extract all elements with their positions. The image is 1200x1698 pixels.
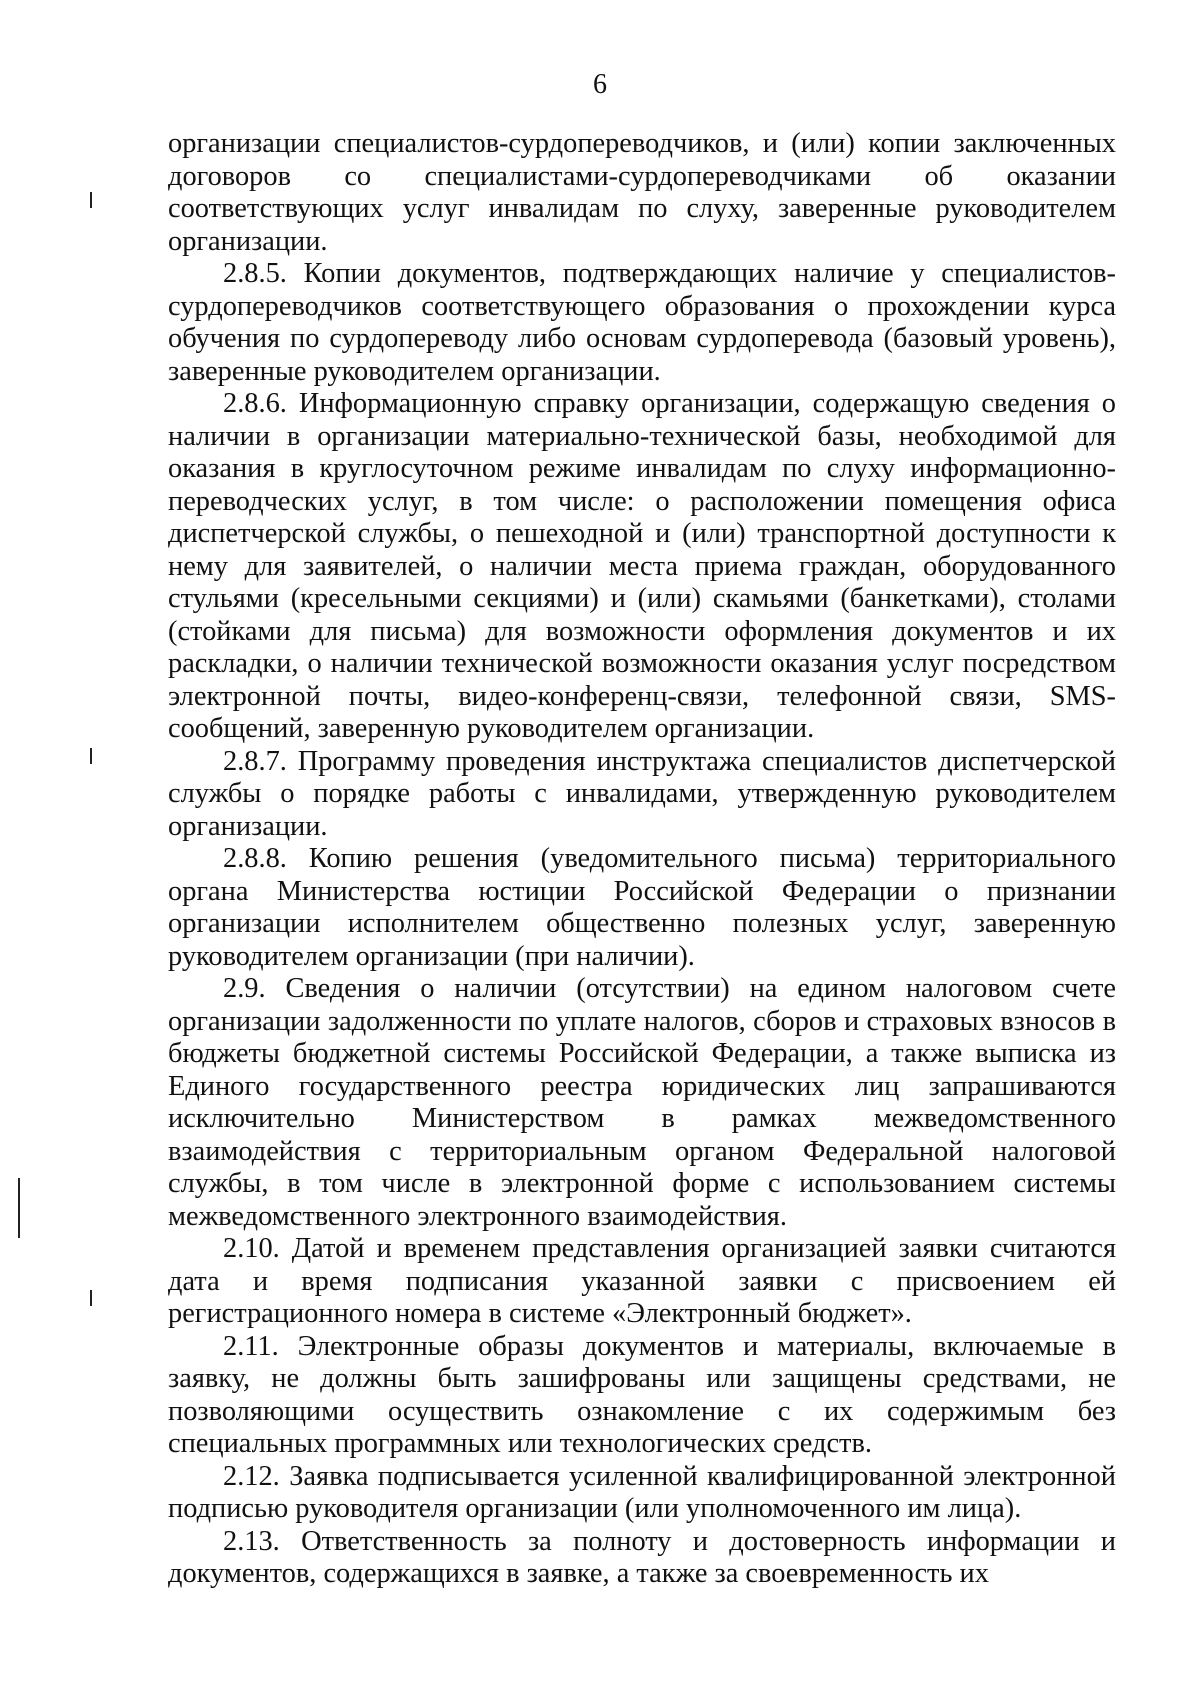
scan-mark — [90, 748, 92, 764]
paragraph-2-13: 2.13. Ответственность за полноту и достоверность информации и документов, содержащихся в заявке, а также за своевременность их — [168, 1525, 1116, 1589]
paragraph-2-9: 2.9. Сведения о наличии (отсутствии) на едином налоговом счете организации задолженности по уплате налогов, сборов и страховых взносов в бюджеты бюджетной системы Российской Федерации, а также выписка из Единого государственного реестра юридических лиц запрашиваются исключительно Министерством в рамках межведомственного взаимодействия с территориальным органом Федеральной налоговой службы, в том числе в электронной форме с использованием системы межведомственного электронного взаимодействия. — [168, 973, 1116, 1232]
paragraph-2-8-8: 2.8.8. Копию решения (уведомительного письма) территориального органа Министерства юстиции Российской Федерации о признании организации исполнителем общественно полезных услуг, заверенную руководителем организации (при наличии). — [168, 843, 1116, 972]
scan-mark — [90, 192, 92, 208]
page-number: 6 — [593, 69, 607, 100]
paragraph-2-11: 2.11. Электронные образы документов и материалы, включаемые в заявку, не должны быть зашифрованы или защищены средствами, не позволяющими осуществить ознакомление с их содержимым без специальных программных или технологических средств. — [168, 1330, 1116, 1459]
paragraph-2-8-7: 2.8.7. Программу проведения инструктажа специалистов диспетчерской службы о порядке работы с инвалидами, утвержденную руководителем организации. — [168, 745, 1116, 842]
paragraph-2-8-6: 2.8.6. Информационную справку организации, содержащую сведения о наличии в организации материально-технической базы, необходимой для оказания в круглосуточном режиме инвалидам по слуху информационно-переводческих услуг, в том числе: о расположении помещения офиса диспетчерской службы, о пешеходной и (или) транспортной доступности к нему для заявителей, о наличии места приема граждан, оборудованного стульями (кресельными секциями) и (или) скамьями (банкетками), столами (стойками для письма) для возможности оформления документов и их раскладки, о наличии технической возможности оказания услуг посредством электронной почты, видео-конференц-связи, телефонной связи, SMS-сообщений, заверенную руководителем организации. — [168, 388, 1116, 744]
document-body — [168, 128, 1116, 1591]
paragraph-continuation: организации специалистов-сурдопереводчиков, и (или) копии заключенных договоров со специалистами-сурдопереводчиками об оказании соответствующих услуг инвалидам по слуху, заверенные руководителем организации. — [168, 128, 1116, 257]
scan-mark — [18, 1178, 20, 1238]
paragraph-2-12: 2.12. Заявка подписывается усиленной квалифицированной электронной подписью руководителя организации (или уполномоченного им лица). — [168, 1460, 1116, 1524]
paragraph-2-10: 2.10. Датой и временем представления организацией заявки считаются дата и время подписания указанной заявки с присвоением ей регистрационного номера в системе «Электронный бюджет». — [168, 1233, 1116, 1329]
scan-mark — [90, 1290, 92, 1306]
paragraph-2-8-5: 2.8.5. Копии документов, подтверждающих наличие у специалистов-сурдопереводчиков соответствующего образования о прохождении курса обучения по сурдопереводу либо основам сурдоперевода (базовый уровень), заверенные руководителем организации. — [168, 258, 1116, 387]
